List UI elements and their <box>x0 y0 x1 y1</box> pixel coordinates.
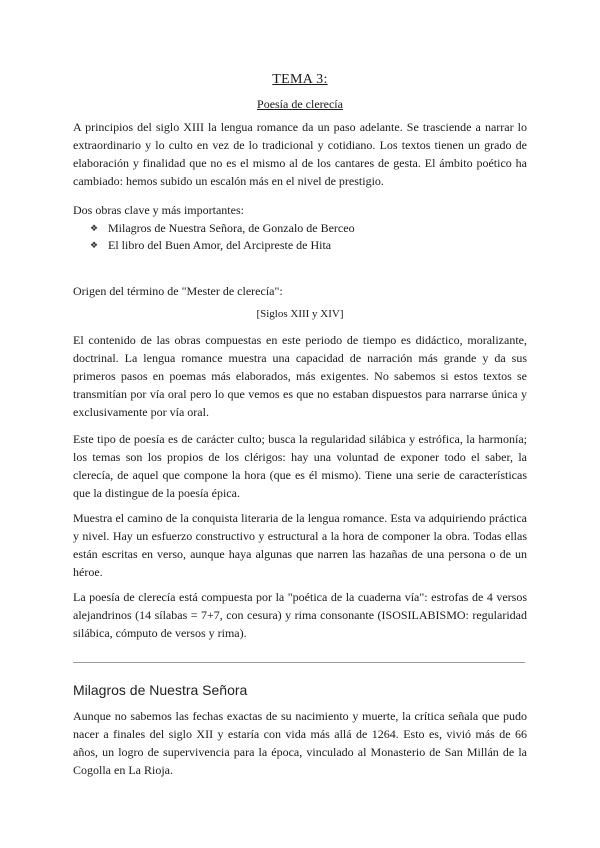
section-heading: Milagros de Nuestra Señora <box>73 682 248 698</box>
diamond-bullet-icon: ❖ <box>90 223 99 233</box>
page-title: TEMA 3: <box>272 72 328 87</box>
section-divider <box>73 662 525 663</box>
list-item <box>90 220 355 237</box>
body-paragraph-2: Este tipo de poesía es de carácter culto; busca la regularidad silábica y estrófica, la harmonía; los temas son los propios de los clérigos: hay una voluntad de exponer todo el saber, la clerecía, de aquel que compone la hora (que es él mismo). Tiene una serie de características que la distingue de la poesía épica. <box>73 432 527 500</box>
origin-heading: Origen del término de "Mester de clerecía": <box>73 284 283 298</box>
diamond-bullet-icon: ❖ <box>90 240 99 250</box>
works-heading: Dos obras clave y más importantes: <box>73 203 244 217</box>
list-item-text: Milagros de Nuestra Señora, de Gonzalo de Berceo <box>108 221 355 235</box>
body-paragraph-4: La poesía de clerecía está compuesta por la "poética de la cuaderna vía": estrofas de 4 versos alejandrinos (14 sílabas = 7+7, con cesura) y rima consonante (ISOSILABISMO: regularidad silábica, cómputo de versos y rima). <box>73 590 527 640</box>
page-subtitle: Poesía de clerecía <box>257 97 343 111</box>
intro-paragraph: A principios del siglo XIII la lengua romance da un paso adelante. Se trasciende a narrar lo extraordinario y lo culto en vez de lo tradicional y cotidiano. Los textos tienen un grado de elaboración y finalidad que no es el mismo al de los cantares de gesta. El ámbito poético ha cambiado: hemos subido un escalón más en el nivel de prestigio. <box>73 120 527 188</box>
list-item <box>90 237 355 254</box>
section-paragraph: Aunque no sabemos las fechas exactas de su nacimiento y muerte, la crítica señala que pudo nacer a finales del siglo XII y estaría con vida más allá de 1264. Esto es, vivió más de 66 años, un logro de supervivencia para la época, vinculado al Monasterio de San Millán de la Cogolla en La Rioja. <box>73 709 527 777</box>
period-note: [Siglos XIII y XIV] <box>256 308 344 320</box>
body-paragraph-3: Muestra el camino de la conquista literaria de la lengua romance. Esta va adquiriendo práctica y nivel. Hay un esfuerzo constructivo y estructural a la hora de componer la obra. Todas ellas están escritas en verso, aunque haya algunas que narren las hazañas de una persona o de un héroe. <box>73 511 527 579</box>
list-item-text: El libro del Buen Amor, del Arcipreste de Hita <box>108 238 332 252</box>
body-paragraph-1: El contenido de las obras compuestas en este periodo de tiempo es didáctico, moralizante, doctrinal. La lengua romance muestra una capacidad de narración más grande y da sus primeros pasos en poemas más elaborados, más exigentes. No sabemos si estos textos se transmitían por vía oral pero lo que vemos es que no estaban dispuestos para narrarse única y exclusivamente por vía oral. <box>73 333 527 419</box>
works-list <box>90 220 355 254</box>
